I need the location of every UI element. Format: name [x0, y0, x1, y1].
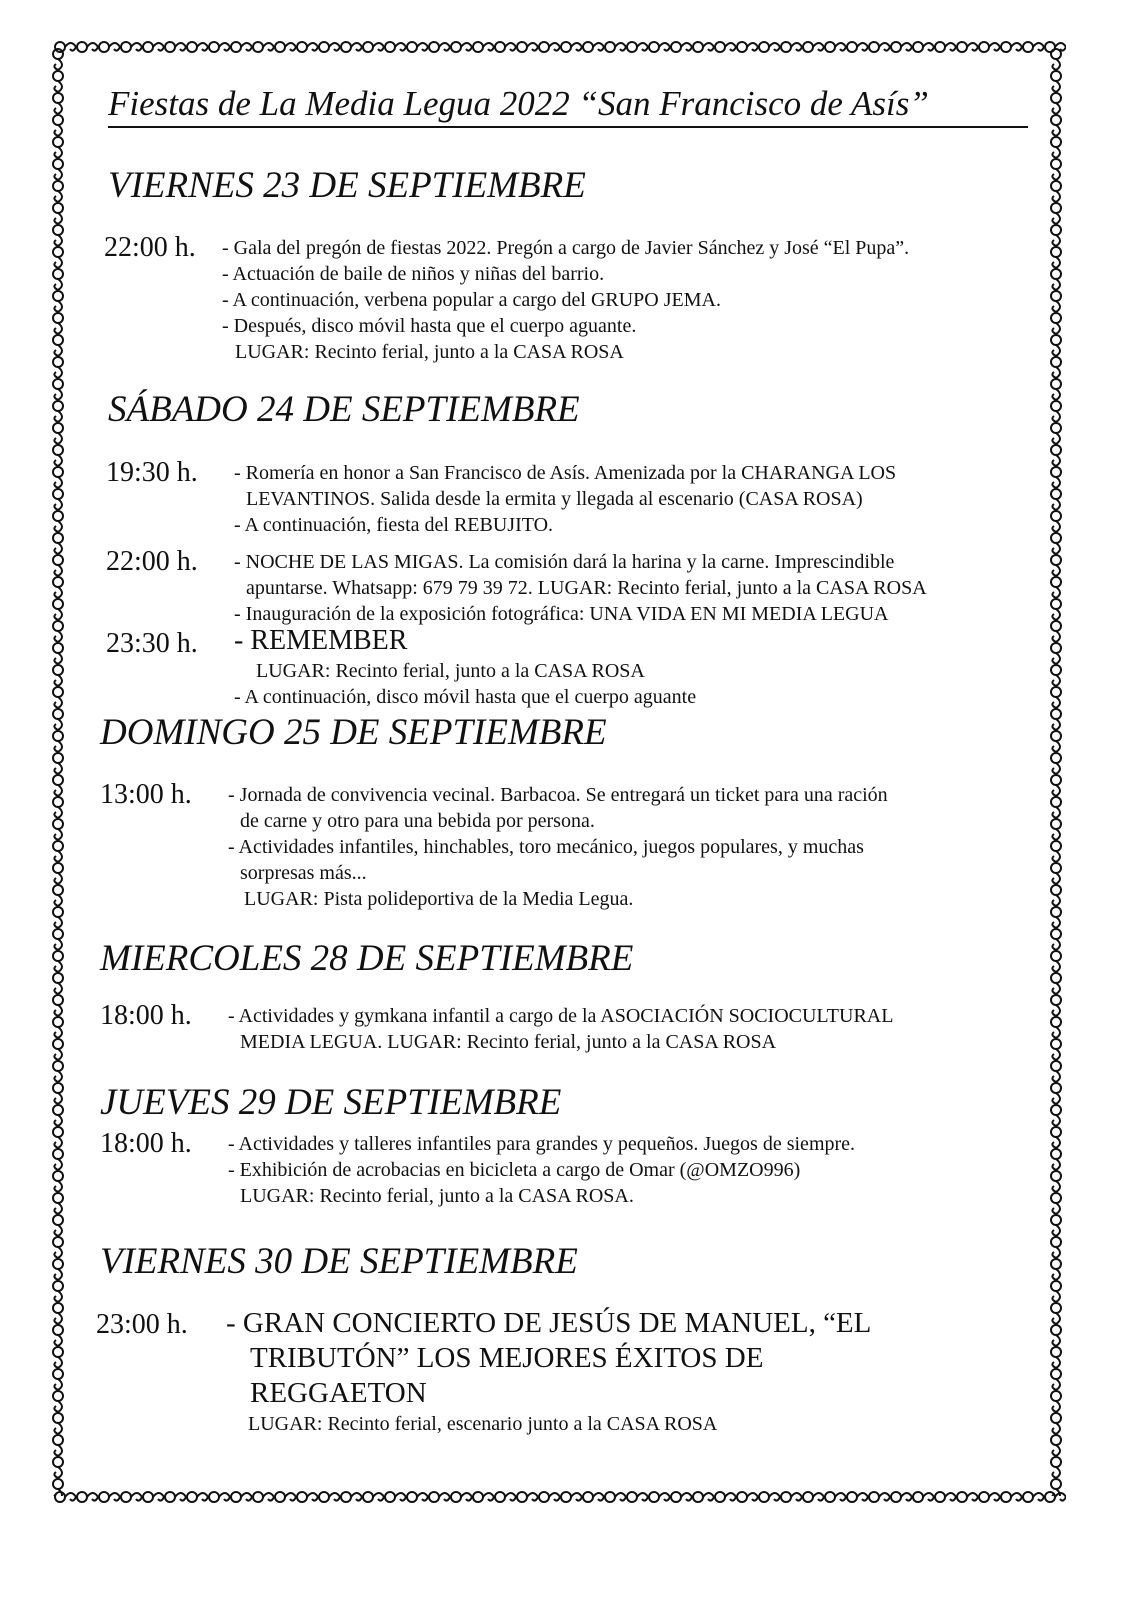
event-location: LUGAR: Recinto ferial, escenario junto a la CASA ROSA: [248, 1413, 718, 1435]
event-line: - NOCHE DE LAS MIGAS. La comisión dará la harina y la carne. Imprescindible: [234, 551, 895, 573]
day-heading: JUEVES 29 DE SEPTIEMBRE: [100, 1082, 562, 1123]
event-line: REGGAETON: [250, 1377, 427, 1409]
event-time: 23:00 h.: [96, 1309, 188, 1340]
day-heading: SÁBADO 24 DE SEPTIEMBRE: [108, 389, 580, 430]
ornamental-border-top: [54, 36, 1066, 58]
event-line: MEDIA LEGUA. LUGAR: Recinto ferial, junto a la CASA ROSA: [240, 1031, 777, 1053]
event-location: LUGAR: Pista polideportiva de la Media Legua.: [244, 888, 634, 910]
event-time: 18:00 h.: [100, 1128, 192, 1159]
event-time: 23:30 h.: [106, 628, 198, 659]
event-line: - Exhibición de acrobacias en bicicleta a cargo de Omar (@OMZO996): [228, 1159, 801, 1181]
event-line: apuntarse. Whatsapp: 679 79 39 72. LUGAR: Recinto ferial, junto a la CASA ROSA: [246, 577, 927, 599]
event-line: - Actuación de baile de niños y niñas del barrio.: [222, 263, 605, 285]
event-line: - Actividades infantiles, hinchables, toro mecánico, juegos populares, y muchas: [228, 836, 864, 858]
event-location: LUGAR: Recinto ferial, junto a la CASA ROSA: [235, 341, 624, 363]
event-line: - A continuación, verbena popular a cargo del GRUPO JEMA.: [222, 289, 721, 311]
event-line: - Actividades y talleres infantiles para grandes y pequeños. Juegos de siempre.: [228, 1133, 856, 1155]
event-time: 19:30 h.: [106, 457, 198, 488]
day-heading: VIERNES 23 DE SEPTIEMBRE: [108, 165, 586, 206]
event-line: - Gala del pregón de fiestas 2022. Pregón a cargo de Javier Sánchez y José “El Pupa”.: [222, 237, 910, 259]
event-line: - REMEMBER: [234, 625, 408, 656]
event-line: de carne y otro para una bebida por persona.: [240, 810, 595, 832]
page-title: Fiestas de La Media Legua 2022 “San Francisco de Asís”: [108, 84, 1028, 128]
event-line: - Inauguración de la exposición fotográfica: UNA VIDA EN MI MEDIA LEGUA: [234, 603, 889, 625]
event-line: - Romería en honor a San Francisco de Asís. Amenizada por la CHARANGA LOS: [234, 462, 897, 484]
event-line: - A continuación, fiesta del REBUJITO.: [234, 514, 554, 536]
event-time: 13:00 h.: [100, 779, 192, 810]
day-heading: DOMINGO 25 DE SEPTIEMBRE: [100, 712, 607, 753]
event-time: 22:00 h.: [106, 546, 198, 577]
event-time: 18:00 h.: [100, 1000, 192, 1031]
event-line: - Jornada de convivencia vecinal. Barbacoa. Se entregará un ticket para una ración: [228, 784, 888, 806]
event-time: 22:00 h.: [104, 232, 196, 263]
event-location: LUGAR: Recinto ferial, junto a la CASA ROSA.: [240, 1185, 634, 1207]
event-line: LEVANTINOS. Salida desde la ermita y llegada al escenario (CASA ROSA): [246, 488, 863, 510]
day-heading: MIERCOLES 28 DE SEPTIEMBRE: [100, 938, 634, 979]
day-heading: VIERNES 30 DE SEPTIEMBRE: [100, 1241, 578, 1282]
event-line: sorpresas más...: [240, 862, 367, 884]
event-line: - A continuación, disco móvil hasta que el cuerpo aguante: [234, 686, 697, 708]
event-line: TRIBUTÓN” LOS MEJORES ÉXITOS DE: [250, 1342, 764, 1374]
event-line: - Después, disco móvil hasta que el cuerpo aguante.: [222, 315, 637, 337]
event-location: LUGAR: Recinto ferial, junto a la CASA ROSA: [256, 660, 645, 682]
ornamental-border-bottom: [54, 1486, 1066, 1508]
ornamental-border-left: [46, 48, 70, 1496]
event-line: - GRAN CONCIERTO DE JESÚS DE MANUEL, “EL: [226, 1307, 872, 1339]
ornamental-border-right: [1044, 48, 1068, 1496]
event-line: - Actividades y gymkana infantil a cargo de la ASOCIACIÓN SOCIOCULTURAL: [228, 1005, 894, 1027]
